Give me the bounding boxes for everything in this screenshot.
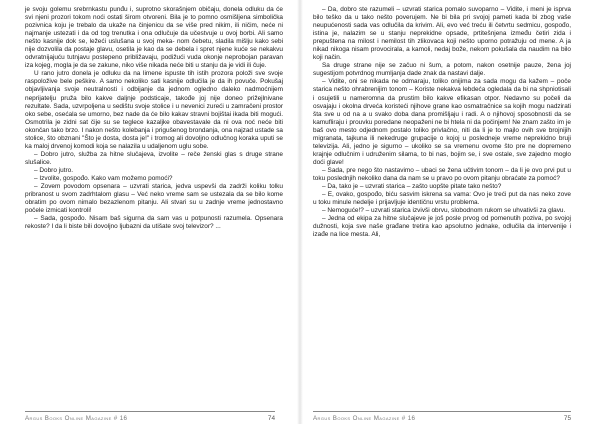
left-page-footer: [25, 411, 275, 423]
dialogue-line: – Sada, pre nego što nastavimo – ubaci se žena učtivim tonom – da li je ovo prvi put u toku poslednjih nekoliko dana da nam se u pravo po ovom pitanju obraćate za pomoć?: [313, 166, 571, 182]
dialogue-line: – Zovem povodom opsenara – uzvrati starica, jedva uspevši da zadrži koliku tolku pribranost u svom zadrhtalom glasu – Već neko vreme sam se ustezala da se bilo kome obratim po ovom nimalo bezazlenom pitanju. Ali stvari su u zadnje vreme jednostavno počele izmicati kontroli!: [25, 183, 283, 215]
dialogue-line: – Nemoguće!? – uzvrati starica izvivši obrvu, slobodnom rukom se uhvativši za glavu.: [322, 207, 566, 215]
left-page-text: [25, 6, 283, 231]
dialogue-line: – Sada, gospođo. Nisam baš sigurna da sam vas u potpunosti razumela. Opsenara rekoste? I da li biste bili dovoljno ljubazni da utišate svoj televizor? ...: [25, 215, 283, 231]
right-page-footer: [313, 411, 571, 423]
right-page-text: [313, 6, 571, 239]
dialogue-line: – Dobro jutro.: [34, 166, 74, 174]
magazine-brand: Argus Books Online Magazine # 16: [25, 414, 128, 422]
dialogue-line: – E, ovako, gospođo, biću sasvim iskrena sa vama: Ovo je treći put da nas neko zove u toku minule nedelje i prijavljuje identičnu vrstu problema.: [313, 191, 571, 207]
right-page: [300, 0, 600, 424]
dialogue-line: – Da, dobro ste razumeli – uzvrati starica pomalo suvoparno – Vidite, i meni je isprva bilo teško da u tako nešto poverujem. Ne bi bila pri svojoj pameti kada bi zbog vaše neupućenosti sada vas odlučila da krivim. Ali, evo već treću ili četvrtu sedmicu, gospođo, istina je, nalazim se u stanju neprekidne opsade, prtitešnjena između četiri zida i prepuštena na milost i nemilost tih zlikovaca koji nešto uporno potražuju od mene. A ja nikad nikoga nisam provocirala, a kamoli, nedaj bože, nekom pokušala da naudim na bilo koji način.: [313, 6, 571, 62]
dialogue-line: – Dobro jutro, služba za hitne slučajeva, izvolite – reče ženski glas s druge strane slušalice.: [25, 150, 283, 166]
paragraph: Sa druge strane nije se začuo ni šum, a potom, nakon osetnije pauze, žena joj sugestijom potvrdnog mumljanja dade znak da nastavi dalje.: [313, 62, 571, 78]
dialogue-line: – Vidite, oni se nikada ne odmaraju, toliko onijima za sada mogu da kažem – poče starica nešto ohrabrenijim tonom – Koriste nekakva lebdeća ogledala da bi na shpniotisali i osujetili u nameromna da prustim bilo kakve efikasan otpor. Nedavno su počeli da osvajaju i okolna drveća koristeći njihove grane kao osmatračnice sa kojih mogu nadzirati šta sve u od na a u svako doba dana promišljaju i radi. A o njihovoj sposobnosti da se kamufliraju i prouvku poredane neopaženi ne bi htela ni da počinjem! Ne znam zašto im je baš ovo mesto odjednom postalo toliko privlačno, niti da li je to majlo ovih sve brojnijih migranata, tajkuna ili nekedruge grupacije o kojoj u posledneje vreme neprekidno bruji televizija. Ali, jedno je sigurno – ukoliko se sa vremenu ovome što pre ne dopremeno krajnje odlučnim i udruženim silama, to bi nas, bojim se, i sve ostale, sve zajedno moglo doći glave!: [313, 78, 571, 166]
page-number: 74: [267, 414, 275, 422]
magazine-brand: Argus Books Online Magazine # 16: [313, 414, 416, 422]
page-number: 75: [563, 414, 571, 422]
paragraph: je svoju golemu srebrnkastu punđu i, suprotno skorašnjem običaju, donela odluku da će svi njeni prozori tokom noći ostati širom otvoreni. Bila je to pomno osmišljena simbolička pozivnica koju je trebalo da ukaže na činjenicu da se više pred nikim, ili ničim, neće ni najmanje ustezati i da od tog trenutka i ona odlučuje da učestvuje u ovoj borbi. Ali samo nešto kasnije dok se, ležeći uslušana u svoj meka- nom čebetu, sladila mišlju kako sebi nije dozvolila da postaje glavu, osetila je kao da se debela i spret njene kuće se nekakvu odvratnijajuću tutnjavu postepeno približavaju, podižući vuda okonje neprobojan paravan iza kojeg, mogla je da se zakune, niko više nikada neće biti u stanju da je vidi ili čuje.: [25, 6, 283, 70]
dialogue-line: – Da, tako je – uzvrati starica – zašto uopšte pitate tako nešto?: [322, 183, 502, 191]
dialogue-line: – Jedna od ekipa za hitne slučajeve je još posle prvog od pomenutih poziva, po svojoj dužnosti, koja sve naše građane tretira kao apsolutno jednake, odlučila da intervenije i izađe na lice mesta. Ali,: [313, 215, 571, 239]
dialogue-line: – Izvolite, gospođo. Kako vam možemo pomoći?: [34, 174, 173, 182]
paragraph: U rano jutro donela je odluku da na limene ispuste tih istih prozora položi sve svoje raspoložive bele peškire. A samo nekoliko sati kasnije odlučila je da ih povuče. Pokušaj objavljivanja svoje neutralnosti i odbijanje da jednom ogledno daleko nadmoćnijem neprijatelju pruža bilo kakve daljnje podsticaje, takođe joj nije doneo prižejlnivane rezultate. Sada, uzvrpoljena u sedištu svoje stolice i u nevenici zureći u zamračeni prostor oko sebe, osećala se umorno, bez nade da će bilo kakav stravni bojištai ikada biti mogući. Osmotrila je zidni sat čije su se teglece kazaljke obavestavale da ni ova noć neće biti okončan tako brzo. I nakon nešto kolebanja i prigušenog brondanja, ona najzad ustade sa stolice, što obznani "Što je dosta, dosta je!" i tromog ali dovoljno odlučnog koraka uputi se ka maloj drvenoj komodi koja se nalazila u udaljenom uglu sobe.: [25, 70, 283, 150]
